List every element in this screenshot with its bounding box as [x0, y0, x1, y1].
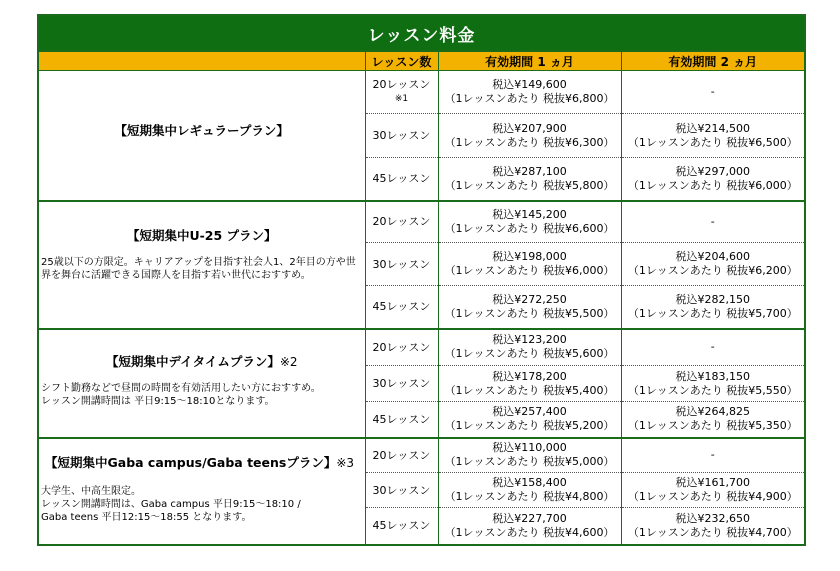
price-total: -	[710, 214, 715, 228]
price-per-lesson: （1レッスンあたり 税抜¥6,600）	[444, 221, 615, 235]
table-title: レッスン料金	[38, 15, 805, 51]
lesson-count: 20レッスン	[365, 438, 438, 473]
price-total: 税込¥110,000	[492, 441, 567, 455]
price-per-lesson: （1レッスンあたり 税抜¥6,300）	[444, 135, 615, 149]
lesson-count: 45レッスン	[365, 508, 438, 545]
price-total: 税込¥123,200	[492, 333, 567, 347]
price-total: 税込¥272,250	[492, 292, 567, 306]
price-total: 税込¥257,400	[492, 405, 567, 419]
price-total: 税込¥227,700	[492, 511, 567, 525]
plan-cell-gaba-campus-teens	[38, 438, 365, 545]
lesson-count: 30レッスン	[365, 473, 438, 508]
price-2m	[621, 158, 805, 201]
price-2m	[621, 508, 805, 545]
price-per-lesson: （1レッスンあたり 税抜¥5,200）	[444, 419, 615, 433]
lesson-count: 20レッスン	[365, 329, 438, 366]
price-per-lesson: （1レッスンあたり 税抜¥6,500）	[627, 135, 798, 149]
plan-cell-daytime	[38, 329, 365, 438]
price-total: 税込¥161,700	[675, 476, 751, 489]
price-per-lesson: （1レッスンあたり 税抜¥6,200）	[627, 264, 798, 277]
price-1m	[438, 201, 621, 243]
price-per-lesson: （1レッスンあたり 税抜¥6,000）	[627, 178, 798, 192]
lesson-count: 20レッスン	[365, 201, 438, 243]
price-1m	[438, 366, 621, 402]
price-per-lesson: （1レッスンあたり 税抜¥4,600）	[444, 525, 615, 539]
price-per-lesson: （1レッスンあたり 税抜¥5,800）	[444, 178, 615, 192]
price-1m	[438, 243, 621, 286]
price-1m	[438, 329, 621, 366]
price-per-lesson: （1レッスンあたり 税抜¥5,500）	[444, 306, 615, 320]
price-total: 税込¥204,600	[675, 250, 751, 263]
plan-name: 【短期集中レギュラープラン】	[114, 123, 289, 138]
price-2m	[621, 473, 805, 508]
lesson-count	[365, 71, 438, 114]
price-total: 税込¥158,400	[492, 476, 567, 489]
price-per-lesson: （1レッスンあたり 税抜¥5,600）	[444, 347, 615, 361]
price-total: 税込¥149,600	[492, 78, 567, 91]
price-per-lesson: （1レッスンあたり 税抜¥5,550）	[627, 383, 798, 397]
price-total: 税込¥183,150	[675, 369, 751, 383]
price-2m	[621, 71, 805, 114]
price-1m	[438, 114, 621, 158]
price-2m	[621, 243, 805, 286]
plan-name: 【短期集中U-25 プラン】	[126, 227, 277, 243]
price-total: -	[710, 340, 715, 354]
price-per-lesson: （1レッスンあたり 税抜¥5,350）	[627, 419, 798, 433]
header-lessons: レッスン数	[365, 51, 438, 71]
price-2m	[621, 201, 805, 243]
lesson-count: 30レッスン	[365, 114, 438, 158]
price-total: -	[710, 448, 715, 462]
price-1m	[438, 402, 621, 438]
plan-name: 【短期集中デイタイムプラン】	[105, 353, 280, 369]
price-per-lesson: （1レッスンあたり 税抜¥5,700）	[627, 306, 798, 320]
plan-description: シフト勤務などで昼間の時間を有効活用したい方におすすめ。 レッスン開講時間は 平日9:15～18:10となります。	[41, 382, 321, 407]
lesson-count: 45レッスン	[365, 402, 438, 438]
lesson-count: 30レッスン	[365, 366, 438, 402]
price-2m	[621, 329, 805, 366]
header-blank	[38, 51, 365, 71]
price-total: 税込¥178,200	[492, 369, 567, 383]
plan-note: ※2	[279, 354, 298, 369]
price-2m	[621, 114, 805, 158]
lesson-count-note: ※1	[394, 94, 409, 104]
price-total: 税込¥282,150	[675, 292, 751, 306]
price-per-lesson: （1レッスンあたり 税抜¥6,800）	[444, 92, 615, 105]
price-2m	[621, 438, 805, 473]
price-1m	[438, 158, 621, 201]
price-2m	[621, 402, 805, 438]
plan-cell-u25	[38, 201, 365, 329]
price-total: 税込¥207,900	[492, 121, 567, 135]
plan-note: ※3	[336, 455, 355, 470]
price-1m	[438, 473, 621, 508]
plan-description: 大学生、中高生限定。 レッスン開講時間は、Gaba campus 平日9:15～18:10 / Gaba teens 平日12:15～18:55 となります。	[41, 485, 301, 523]
lesson-count: 30レッスン	[365, 243, 438, 286]
price-per-lesson: （1レッスンあたり 税抜¥5,400）	[444, 383, 615, 397]
price-1m	[438, 71, 621, 114]
header-period-2m: 有効期間 2 ヵ月	[621, 51, 805, 71]
price-2m	[621, 366, 805, 402]
price-1m	[438, 438, 621, 473]
price-per-lesson: （1レッスンあたり 税抜¥4,700）	[627, 525, 798, 539]
lesson-count: 45レッスン	[365, 286, 438, 329]
header-period-1m: 有効期間 1 ヵ月	[438, 51, 621, 71]
price-2m	[621, 286, 805, 329]
price-1m	[438, 508, 621, 545]
price-per-lesson: （1レッスンあたり 税抜¥5,000）	[444, 455, 615, 469]
plan-name: 【短期集中Gaba campus/Gaba teensプラン】	[45, 454, 337, 470]
price-total: 税込¥198,000	[492, 250, 567, 263]
price-total: 税込¥214,500	[675, 121, 751, 135]
pricing-table	[37, 14, 806, 546]
price-1m	[438, 286, 621, 329]
price-total: 税込¥264,825	[675, 405, 751, 419]
price-total: 税込¥145,200	[492, 207, 567, 221]
price-total: -	[710, 85, 715, 98]
lesson-count: 45レッスン	[365, 158, 438, 201]
price-per-lesson: （1レッスンあたり 税抜¥4,900）	[627, 490, 798, 503]
price-total: 税込¥232,650	[675, 511, 751, 525]
plan-cell-regular	[38, 71, 365, 201]
plan-description: 25歳以下の方限定。キャリアアップを目指す社会人1、2年目の方や世界を舞台に活躍できる国際人を目指す若い世代におすすめ。	[41, 256, 356, 281]
price-total: 税込¥287,100	[492, 164, 567, 178]
price-per-lesson: （1レッスンあたり 税抜¥4,800）	[444, 490, 615, 503]
price-total: 税込¥297,000	[675, 164, 751, 178]
lesson-count-label: 20レッスン	[372, 78, 431, 91]
price-per-lesson: （1レッスンあたり 税抜¥6,000）	[444, 264, 615, 277]
